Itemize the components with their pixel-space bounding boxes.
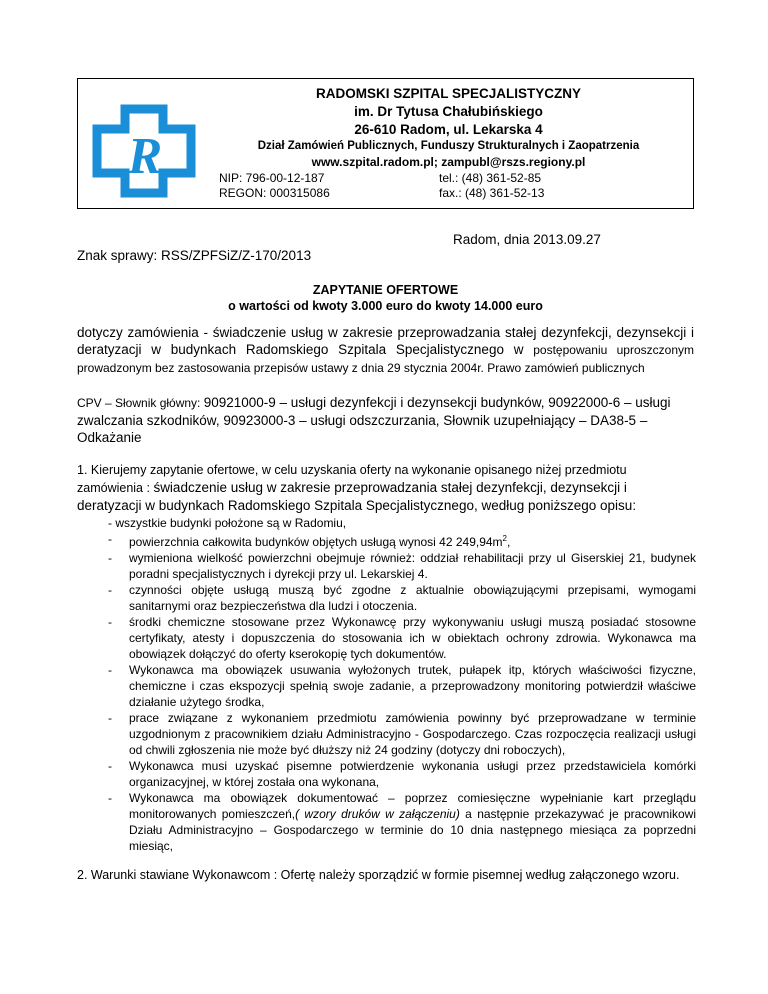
section-1-lead: 1. Kierujemy zapytanie ofertowe, w celu uzyskania oferty na wykonanie opisanego niżej przedmiotu zamówienia : (77, 463, 627, 495)
document-title: ZAPYTANIE OFERTOWE (312, 283, 459, 297)
fax: fax.: (48) 361-52-13 (439, 186, 545, 200)
hospital-address: 26-610 Radom, ul. Lekarska 4 (354, 122, 543, 137)
intro-paragraph (77, 324, 694, 377)
list-item: - powierzchnia całkowita budynków objętych usługą wynosi 42 $249,94m^2$, (108, 532, 511, 549)
superscript: 2 (502, 534, 507, 543)
list-item: - Wykonawca musi uzyskać pisemne potwierdzenie wykonania usługi przez przedstawiciela komórki organizacyjnej, w której została ona wykonana, (108, 759, 696, 789)
hospital-logo (89, 101, 199, 201)
requirements-list (108, 515, 696, 854)
list-item: - Wykonawca ma obowiązek dokumentować – poprzez comiesięczne wypełnianie kart przeglądu monitorowanych pomieszczeń,( wzory druków w załączeniu) a następnie przekazywać je pracownikowi Działu Administracyjno – Gospodarczego w terminie do 10 dnia następnego miesiąca za poprzedni miesiąc, (108, 791, 696, 853)
cpv-paragraph (77, 394, 694, 446)
nip: NIP: 796-00-12-187 (219, 171, 325, 185)
intro-procedure-text: postępowaniu uproszczonym prowadzonym bez zastosowania przepisów ustawy z dnia 29 stycznia 2004r. Prawo zamówień publicznych (77, 343, 694, 375)
document-date: Radom, dnia 2013.09.27 (453, 232, 601, 247)
web-email: www.szpital.radom.pl; zampubl@rszs.regiony.pl (311, 155, 586, 169)
regon: REGON: 000315086 (219, 186, 330, 200)
section-1 (77, 462, 694, 515)
department-name: Dział Zamówień Publicznych, Funduszy Strukturalnych i Zaopatrzenia (257, 140, 640, 152)
intro-text: dotyczy zamówienia - świadczenie usług w zakresie przeprowadzania stałej dezynfekcji, dezynsekcji i deratyzacji w budynkach Radomskiego Szpitala Specjalistycznego w (77, 325, 694, 357)
phone: tel.: (48) 361-52-85 (439, 171, 542, 185)
letterhead-box (77, 78, 694, 209)
list-item: - prace związane z wykonaniem przedmiotu zamówienia powinny być przeprowadzane w terminie uzgodnionym z pracownikiem działu Administracyjno - Gospodarczego. Czas rozpoczęcia realizacji usługi od chwili zgłoszenia nie może być dłuższy niż 24 godziny (dotyczy dni roboczych), (108, 711, 696, 757)
list-item: - środki chemiczne stosowane przez Wykonawcę przy wykonywaniu usługi muszą posiadać stosowne certyfikaty, atesty i dopuszczenia do stosowania ich w obiektach ochrony zdrowia. Wykonawca ma obowiązek dołączyć do oferty kserokopię tych dokumentów. (108, 615, 696, 661)
case-reference: Znak sprawy: RSS/ZPFSiZ/Z-170/2013 (77, 248, 312, 263)
hospital-name: RADOMSKI SZPITAL SPECJALISTYCZNY (315, 86, 582, 101)
cpv-label: CPV – Słownik główny: (77, 396, 204, 410)
list-item: - wszystkie budynki położone są w Radomiu, (108, 516, 347, 530)
section-2: 2. Warunki stawiane Wykonawcom : Ofertę należy sporządzić w formie pisemnej według załączonego wzoru. (77, 868, 680, 882)
cpv-codes: 90921000-9 – usługi dezynfekcji i dezynsekcji budynków, 90922000-6 – usługi zwalczania szkodników, 90923000-3 – usługi odszczurzania, Słownik uzupełniający – DA38-5 – Odkażanie (77, 395, 671, 445)
hospital-patron: im. Dr Tytusa Chałubińskiego (354, 104, 543, 119)
list-item: - czynności objęte usługą muszą być zgodne z aktualnie obowiązującymi przepisami, wymogami sanitarnymi oraz bezpieczeństwa dla ludzi i otoczenia. (108, 583, 696, 613)
list-item: - wymieniona wielkość powierzchni obejmuje również: oddział rehabilitacji przy ul Giserskiej 21, budynek poradni specjalistycznych i dyrekcji przy ul. Lekarskiej 4. (108, 551, 696, 581)
list-item: - Wykonawca ma obowiązek usuwania wyłożonych trutek, pułapek itp, których właściwości fizyczne, chemiczne i czas ekspozycji spełnią swoje zadanie, a przeprowadzony monitoring potwierdził właściwe działanie użytego środka, (108, 663, 696, 709)
logo-letter: R (127, 128, 163, 185)
section-1-subject: świadczenie usług w zakresie przeprowadzania stałej dezynfekcji, dezynsekcji i deratyzacji w budynkach Radomskiego Szpitala Specjalistycznego, według poniższego opisu: (77, 480, 637, 513)
document-subtitle: o wartości od kwoty 3.000 euro do kwoty 14.000 euro (228, 299, 543, 313)
